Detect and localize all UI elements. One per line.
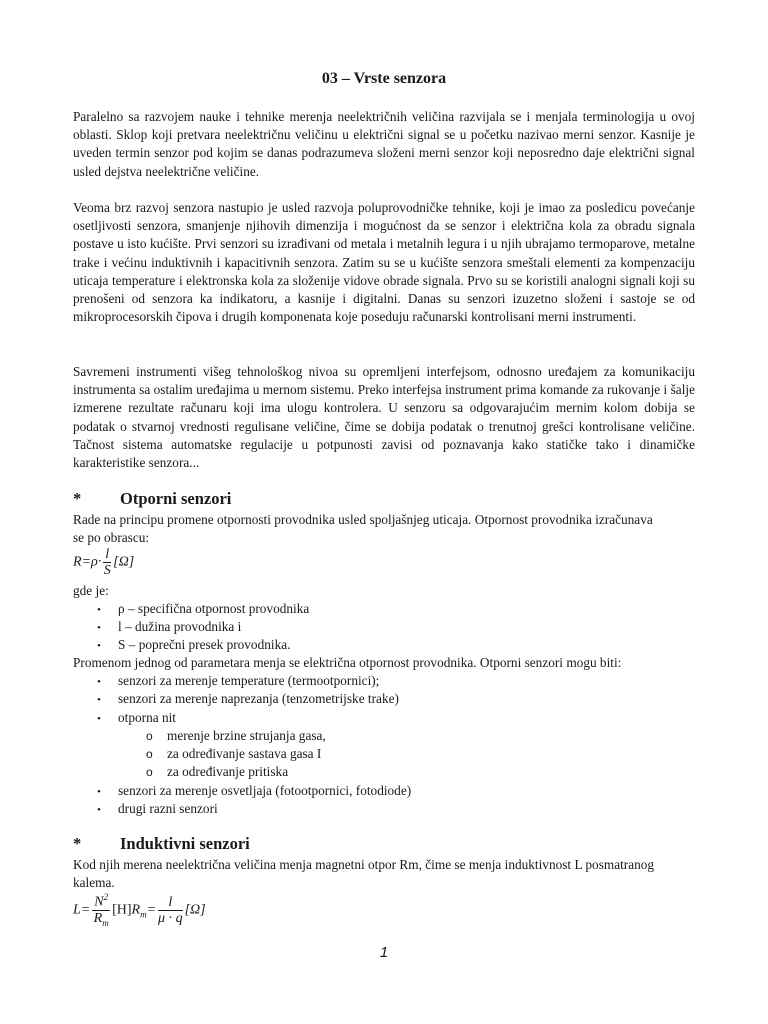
bullet-icon: •: [97, 676, 101, 688]
sensor-type-text: otporna nit: [118, 710, 176, 725]
sub-item: [146, 727, 326, 745]
formula-operator: ·: [97, 554, 102, 570]
formula-symbol: R: [131, 902, 141, 918]
formula-unit: [Ω]: [184, 902, 206, 918]
paragraph-1: Paralelno sa razvojem nauke i tehnike merenja neelektričnih veličina razvijala se i menjala terminologija u ovoj oblasti. Sklop koji pretvara neelektričnu veličinu u električni signal se u početku nazivao merni senzor. Kasnije je uveden termin senzor pod kojim se danas podrazumeva složeni merni senzor koji neposredno daje električni signal usled dejstva neelektrične veličine.: [73, 109, 695, 179]
bullet-icon: •: [97, 694, 101, 706]
definition-text: S – poprečni presek provodnika.: [118, 637, 291, 652]
formula-symbol: R: [73, 554, 82, 570]
sensor-type-item: [97, 782, 411, 801]
sub-item: [146, 745, 321, 763]
definition-text: ρ – specifična otpornost provodnika: [118, 601, 310, 616]
fraction-denominator: [92, 911, 110, 931]
formula-inductance: [73, 890, 206, 930]
formula-equals: =: [146, 902, 157, 918]
page-number: 1: [379, 944, 389, 961]
formula-symbol: ρ: [91, 554, 98, 570]
sensor-type-item: [97, 672, 379, 691]
formula-symbol: N: [94, 894, 104, 910]
sensor-type-text: senzori za merenje naprezanja (tenzometrijske trake): [118, 691, 399, 706]
formula-fraction: [158, 895, 183, 926]
formula-resistance: [73, 547, 134, 578]
formula-unit: [H]: [112, 902, 132, 918]
sensor-type-item: [97, 800, 218, 819]
sub-item-text: za određivanje pritiska: [167, 764, 289, 779]
sensor-type-text: senzori za merenje temperature (termootpornici);: [118, 673, 380, 688]
bullet-icon: •: [97, 786, 101, 798]
section-heading-otporni: [73, 489, 695, 509]
sensor-type-item: [97, 709, 176, 728]
fraction-numerator: [92, 890, 110, 911]
exponent: 2: [103, 892, 109, 902]
fraction-denominator: S: [103, 563, 111, 578]
definition-text: l – dužina provodnika i: [118, 619, 242, 634]
formula-unit: [Ω]: [113, 554, 135, 570]
bullet-icon: •: [97, 640, 101, 652]
gde-je-label: gde je:: [73, 583, 109, 598]
bullet-icon: •: [97, 804, 101, 816]
formula-fraction: [103, 547, 111, 578]
definition-item: [97, 600, 309, 619]
sensor-type-text: senzori za merenje osvetljaja (fotootpornici, fotodiode): [118, 783, 412, 798]
subscript: m: [140, 909, 147, 920]
bullet-icon: •: [97, 713, 101, 725]
sub-item-text: merenje brzine strujanja gasa,: [167, 728, 326, 743]
section-heading-text: Induktivni senzori: [120, 834, 250, 853]
section1-intro-line-2: se po obrascu:: [73, 530, 150, 545]
section2-line-2: kalema.: [73, 875, 115, 890]
fraction-denominator: μ · q: [158, 910, 183, 926]
formula-symbol: R: [93, 910, 103, 926]
sub-bullet-icon: o: [146, 729, 153, 743]
paragraph-3: Savremeni instrumenti višeg tehnološkog nivoa su opremljeni interfejsom, odnosno uređajem za komunikaciju instrumenta sa ostalim uređajima u mernom sistemu. Preko interfejsa instrument prima komande za rukovanje i šalje izmerene rezultate računaru koji ima ulogu kontrolera. U senzoru sa odgovarajućim mernim kolom dobija se podatak o stvarnoj vrednosti regulisane veličine, čime se dobija podatak o trenutnoj grešci kontrolisane veličine. Tačnost sistema automatske regulacije u potpunosti zavisi od poznavanja kako statičke tako i dinamičke karakteristike senzora...: [73, 364, 695, 471]
section-heading-induktivni: [73, 834, 695, 854]
formula-equals: =: [80, 902, 91, 918]
fraction-numerator: l: [158, 895, 183, 911]
sensor-type-text: drugi razni senzori: [118, 801, 218, 816]
star-marker: *: [73, 834, 82, 853]
fraction-numerator: l: [105, 547, 110, 562]
definition-item: [97, 618, 241, 637]
formula-equals: =: [81, 554, 92, 570]
definition-item: [97, 636, 290, 655]
sub-bullet-icon: o: [146, 765, 153, 779]
bullet-icon: •: [97, 622, 101, 634]
sub-bullet-icon: o: [146, 747, 153, 761]
sensor-type-item: [97, 690, 399, 709]
paragraph-2: Veoma brz razvoj senzora nastupio je usled razvoja poluprovodničke tehnike, koji je imao za posledicu povećanje osetljivosti senzora, smanjenje njihovih dimenzija i mogućnost da se senzor i električna kola za obradu signala postave u isto kućište. Prvi senzori su izrađivani od metala i metalnih legura i u njih ubrajamo termoparove, metalne trake i većinu induktivnih i kapacitivnih senzora. Zatim su se u kućište senzora smeštali elementi za kompenzaciju uticaja temperature i elektronska kola za složenije vidove obrade signala. Prvo su se koristili analogni signali koji su prenošeni od senzora ka indikatoru, a kasnije i digitalni. Danas su senzori izuzetno složeni i sastoje se od mikroprocesorskih čipova i drugih komponenata koje poseduju računarski kontrolisani merni instrumenti.: [73, 200, 695, 325]
sub-item-text: za određivanje sastava gasa I: [167, 746, 322, 761]
section1-intro-line-1: Rade na principu promene otpornosti provodnika usled spoljašnjeg uticaja. Otpornost provodnika izračunava: [73, 512, 653, 527]
section2-line-1: Kod njih merena neelektrična veličina menja magnetni otpor Rm, čime se menja induktivnost L posmatranog: [73, 857, 655, 872]
subscript: m: [102, 917, 109, 928]
section-heading-text: Otporni senzori: [120, 489, 232, 508]
formula-symbol: L: [73, 902, 81, 918]
star-marker: *: [73, 489, 82, 508]
formula-fraction: [92, 890, 110, 930]
page-title: 03 – Vrste senzora: [321, 70, 447, 87]
sub-item: [146, 763, 288, 781]
bullet-icon: •: [97, 604, 101, 616]
section1-after-definitions: Promenom jednog od parametara menja se električna otpornost provodnika. Otporni senzori mogu biti:: [73, 655, 622, 670]
